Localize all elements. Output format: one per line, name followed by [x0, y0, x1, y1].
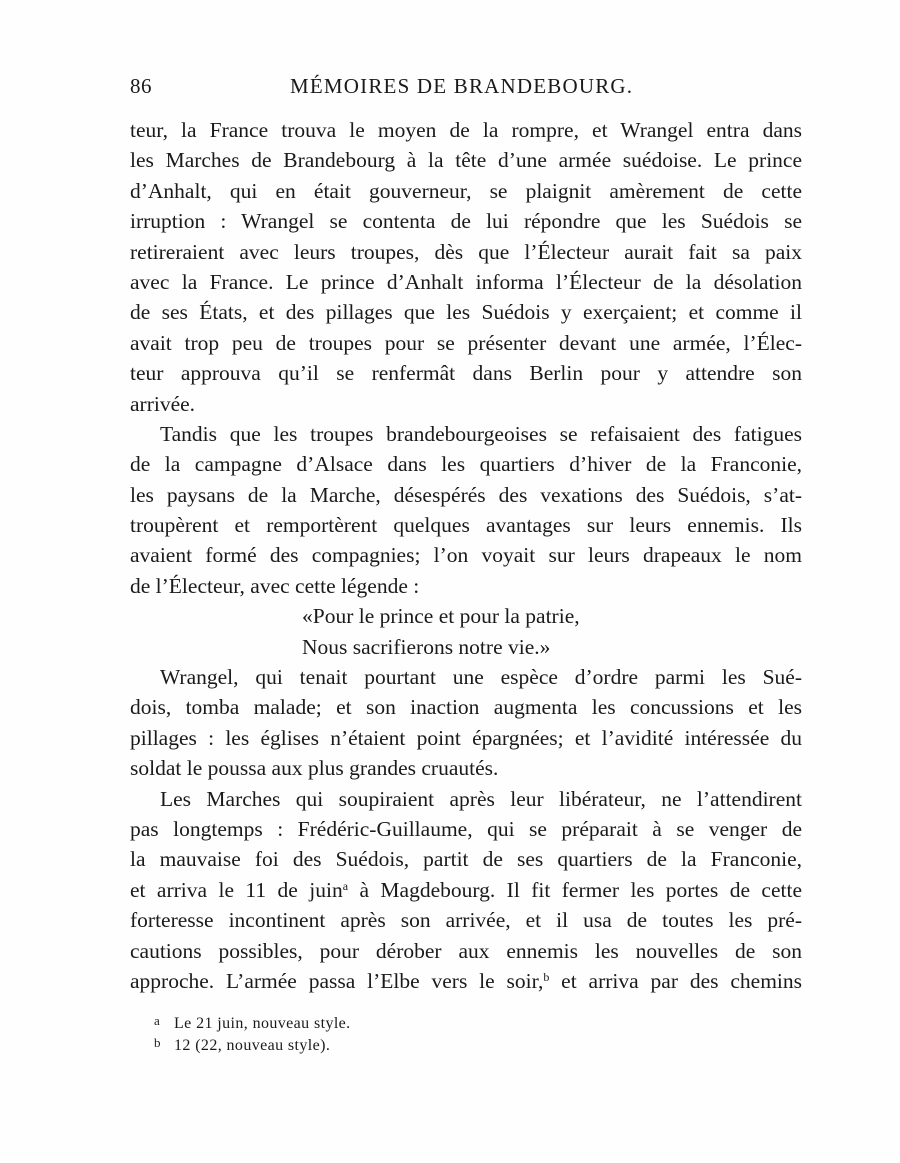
page-number: 86 [130, 74, 152, 98]
text-line: d’Anhalt, qui en était gouverneur, se plaignit amèrement de cette [130, 178, 802, 203]
footnote-b [154, 1032, 794, 1054]
body-text [130, 115, 802, 996]
text-line: pas longtemps : Frédéric-Guillaume, qui se préparait à se venger de [130, 816, 802, 841]
paragraph-first-line: Tandis que les troupes brandebourgeoises se refaisaient des fatigues [160, 421, 802, 446]
text-line: cautions possibles, pour dérober aux ennemis les nouvelles de son [130, 938, 802, 963]
text-line: forteresse incontinent après son arrivée, et il usa de toutes les pré- [130, 908, 802, 933]
footnotes [154, 1010, 794, 1054]
page-header [130, 74, 802, 104]
verse-line: Nous sacrifierons notre vie.» [302, 634, 551, 659]
verse-line: «Pour le prince et pour la patrie, [302, 604, 580, 629]
text-line: avait trop peu de troupes pour se présenter devant une armée, l’Élec- [130, 330, 802, 355]
text-line [130, 875, 802, 905]
text-line: les paysans de la Marche, désespérés des vexations des Suédois, s’at- [130, 482, 802, 507]
text-segment: approche. L’armée passa l’Elbe vers le soir, [130, 968, 544, 993]
text-segment: à Magdebourg. Il fit fermer les portes de cette [348, 877, 803, 902]
text-line: dois, tomba malade; et son inaction augmenta les concussions et les [130, 695, 802, 720]
footnote-mark: b [154, 1035, 161, 1050]
text-line: les Marches de Brandebourg à la tête d’une armée suédoise. Le prince [130, 148, 802, 173]
text-line: de ses États, et des pillages que les Suédois y exerçaient; et comme il [130, 300, 802, 325]
footnote-ref-a[interactable]: a [342, 878, 349, 893]
text-segment: et arriva le 11 de juin [130, 877, 343, 902]
footnote-ref-b[interactable]: b [543, 969, 550, 984]
text-line: troupèrent et remportèrent quelques avantages sur leurs ennemis. Ils [130, 513, 802, 538]
footnote-text: 12 (22, nouveau style). [174, 1037, 331, 1054]
text-segment: et arriva par des chemins [549, 968, 803, 993]
text-line [130, 966, 802, 996]
text-line: arrivée. [130, 391, 196, 416]
paragraph-first-line: Wrangel, qui tenait pourtant une espèce d’ordre parmi les Sué- [160, 665, 802, 690]
paragraph-first-line: Les Marches qui soupiraient après leur libérateur, ne l’attendirent [160, 786, 802, 811]
text-line: avaient formé des compagnies; l’on voyait sur leurs drapeaux le nom [130, 543, 802, 568]
text-line: teur approuva qu’il se renfermât dans Berlin pour y attendre son [130, 361, 802, 386]
text-line: avec la France. Le prince d’Anhalt informa l’Électeur de la désolation [130, 269, 802, 294]
running-title: MÉMOIRES DE BRANDEBOURG. [290, 74, 634, 98]
text-line: soldat le poussa aux plus grandes cruautés. [130, 756, 499, 781]
text-line: de la campagne d’Alsace dans les quartiers d’hiver de la Franconie, [130, 452, 802, 477]
footnote-text: Le 21 juin, nouveau style. [174, 1015, 351, 1032]
text-line: la mauvaise foi des Suédois, partit de ses quartiers de la Franconie, [130, 847, 802, 872]
footnote-a [154, 1010, 794, 1032]
text-line: retireraient avec leurs troupes, dès que l’Électeur aurait fait sa paix [130, 239, 802, 264]
text-line: de l’Électeur, avec cette légende : [130, 573, 420, 598]
text-line: pillages : les églises n’étaient point épargnées; et l’avidité intéressée du [130, 725, 802, 750]
footnote-mark: a [154, 1013, 161, 1028]
text-line: teur, la France trouva le moyen de la rompre, et Wrangel entra dans [130, 118, 802, 142]
text-line: irruption : Wrangel se contenta de lui répondre que les Suédois se [130, 209, 802, 234]
